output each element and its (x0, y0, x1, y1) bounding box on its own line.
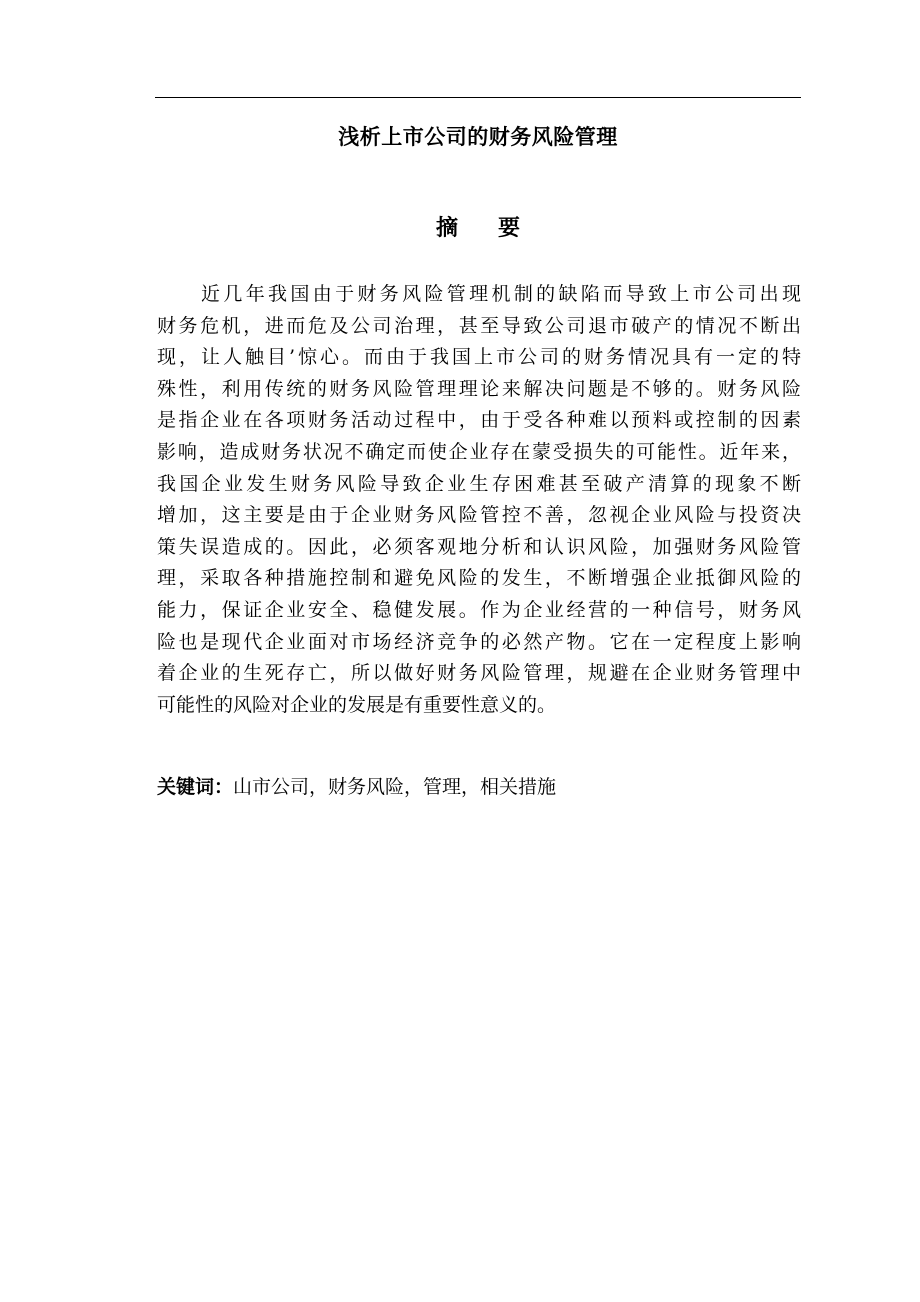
abstract-line: 着企业的生死存亡，所以做好财务风险管理，规避在企业财务管理中 (157, 662, 801, 685)
abstract-line: 现，让人触目’惊心。而由于我国上市公司的财务情况具有一定的特 (157, 346, 801, 369)
keywords-line (157, 771, 801, 803)
document-title: 浅析上市公司的财务风险管理 (338, 125, 618, 149)
abstract-line: 可能性的风险对企业的发展是有重要性意义的。 (157, 693, 557, 716)
abstract-line: 财务危机，进而危及公司治理，甚至导致公司退市破产的情况不断出 (157, 314, 801, 337)
abstract-line: 近几年我国由于财务风险管理机制的缺陷而导致上市公司出现 (201, 283, 801, 305)
abstract-line: 我国企业发生财务风险导致企业生存困难甚至破产清算的现象不断 (157, 472, 801, 495)
abstract-line: 增加，这主要是由于企业财务风险管控不善，忽视企业风险与投资决 (157, 504, 801, 527)
abstract-line: 殊性，利用传统的财务风险管理理论来解决问题是不够的。财务风险 (157, 377, 801, 400)
abstract-line: 影响，造成财务状况不确定而使企业存在蒙受损失的可能性。近年来， (157, 440, 801, 463)
abstract-body (157, 279, 801, 721)
abstract-line: 是指企业在各项财务活动过程中，由于受各种难以预料或控制的因素 (157, 409, 801, 432)
abstract-line: 理，采取各种措施控制和避免风险的发生，不断增强企业抵御风险的 (157, 567, 801, 590)
abstract-line: 策失误造成的。因此，必须客观地分析和认识风险，加强财务风险管 (157, 535, 801, 558)
abstract-heading: 摘要 (435, 216, 560, 241)
keywords-label: 关键词： (157, 776, 234, 798)
abstract-line: 能力，保证企业安全、稳健发展。作为企业经营的一种信号，财务风 (157, 598, 801, 621)
abstract-line: 险也是现代企业面对市场经济竞争的必然产物。它在一定程度上影响 (157, 630, 801, 653)
keywords-value: 山市公司，财务风险，管理，相关措施 (233, 776, 557, 798)
header-rule (155, 97, 801, 98)
